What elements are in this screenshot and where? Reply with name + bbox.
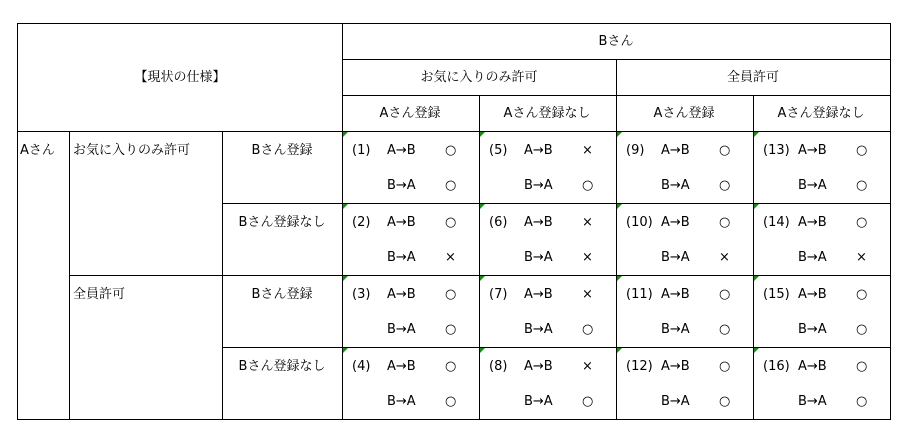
- result-a-to-b: ○: [445, 143, 457, 158]
- result-b-to-a: ○: [856, 394, 868, 409]
- grid-line: [342, 23, 343, 420]
- grid-line: [222, 131, 223, 420]
- direction-a-to-b: A→B: [387, 143, 416, 158]
- case-number: (7): [489, 287, 508, 302]
- comment-marker: [343, 204, 348, 209]
- direction-a-to-b: A→B: [661, 215, 690, 230]
- case-number: (13): [763, 143, 790, 158]
- grid-line: [222, 203, 891, 204]
- a-registered-header: Aさん登録: [653, 106, 715, 121]
- grid-line: [222, 347, 891, 348]
- direction-b-to-a: B→A: [524, 322, 553, 337]
- a-setting-everyone-label: 全員許可: [73, 287, 126, 302]
- comment-marker: [754, 276, 759, 281]
- result-a-to-b: ×: [582, 215, 593, 230]
- result-a-to-b: ×: [582, 359, 593, 374]
- direction-a-to-b: A→B: [387, 215, 416, 230]
- comment-marker: [480, 348, 485, 353]
- direction-a-to-b: A→B: [798, 359, 827, 374]
- case-number: (10): [626, 215, 653, 230]
- b-san-header: Bさん: [598, 34, 634, 49]
- case-number: (16): [763, 359, 790, 374]
- a-setting-favorites-label: お気に入りのみ許可: [73, 143, 191, 158]
- result-a-to-b: ○: [445, 215, 457, 230]
- result-a-to-b: ○: [719, 215, 731, 230]
- b-registered-label: Bさん登録: [251, 287, 313, 302]
- grid-line: [616, 59, 617, 420]
- direction-b-to-a: B→A: [387, 322, 416, 337]
- direction-b-to-a: B→A: [798, 178, 827, 193]
- direction-a-to-b: A→B: [798, 143, 827, 158]
- result-b-to-a: ×: [719, 250, 730, 265]
- comment-marker: [343, 276, 348, 281]
- direction-a-to-b: A→B: [661, 359, 690, 374]
- case-number: (15): [763, 287, 790, 302]
- direction-b-to-a: B→A: [661, 322, 690, 337]
- comment-marker: [617, 276, 622, 281]
- direction-a-to-b: A→B: [524, 359, 553, 374]
- direction-a-to-b: A→B: [387, 359, 416, 374]
- result-b-to-a: ○: [582, 322, 594, 337]
- spec-title: 【現状の仕様】: [134, 70, 226, 85]
- result-b-to-a: ○: [445, 178, 457, 193]
- direction-b-to-a: B→A: [524, 394, 553, 409]
- direction-b-to-a: B→A: [524, 178, 553, 193]
- direction-a-to-b: A→B: [524, 287, 553, 302]
- direction-a-to-b: A→B: [798, 287, 827, 302]
- comment-marker: [617, 132, 622, 137]
- result-a-to-b: ×: [582, 143, 593, 158]
- case-number: (6): [489, 215, 508, 230]
- case-number: (14): [763, 215, 790, 230]
- result-a-to-b: ○: [856, 287, 868, 302]
- result-b-to-a: ○: [445, 322, 457, 337]
- direction-b-to-a: B→A: [798, 394, 827, 409]
- a-not-registered-header: Aさん登録なし: [777, 106, 865, 121]
- result-a-to-b: ○: [719, 359, 731, 374]
- comment-marker: [754, 132, 759, 137]
- grid-line: [17, 419, 891, 420]
- result-a-to-b: ○: [856, 143, 868, 158]
- result-a-to-b: ○: [856, 359, 868, 374]
- grid-line: [69, 131, 70, 420]
- b-setting-favorites-header: お気に入りのみ許可: [420, 70, 538, 85]
- result-b-to-a: ○: [719, 322, 731, 337]
- comment-marker: [754, 204, 759, 209]
- result-b-to-a: ○: [719, 178, 731, 193]
- grid-line: [753, 95, 754, 420]
- direction-a-to-b: A→B: [661, 143, 690, 158]
- case-number: (9): [626, 143, 645, 158]
- case-number: (3): [352, 287, 371, 302]
- direction-a-to-b: A→B: [661, 287, 690, 302]
- direction-b-to-a: B→A: [661, 250, 690, 265]
- grid-line: [479, 95, 480, 420]
- b-not-registered-label: Bさん登録なし: [238, 215, 326, 230]
- a-san-label: Aさん: [20, 143, 55, 158]
- b-not-registered-label: Bさん登録なし: [238, 359, 326, 374]
- result-a-to-b: ○: [719, 287, 731, 302]
- comment-marker: [480, 204, 485, 209]
- result-b-to-a: ○: [856, 322, 868, 337]
- result-a-to-b: ○: [856, 215, 868, 230]
- direction-a-to-b: A→B: [798, 215, 827, 230]
- comment-marker: [343, 348, 348, 353]
- comment-marker: [480, 132, 485, 137]
- b-setting-everyone-header: 全員許可: [726, 70, 780, 85]
- case-number: (8): [489, 359, 508, 374]
- result-b-to-a: ○: [856, 178, 868, 193]
- result-b-to-a: ○: [582, 178, 594, 193]
- comment-marker: [617, 204, 622, 209]
- direction-b-to-a: B→A: [387, 178, 416, 193]
- direction-b-to-a: B→A: [661, 178, 690, 193]
- result-a-to-b: ○: [719, 143, 731, 158]
- case-number: (2): [352, 215, 371, 230]
- direction-b-to-a: B→A: [387, 250, 416, 265]
- result-b-to-a: ×: [582, 250, 593, 265]
- direction-a-to-b: A→B: [524, 215, 553, 230]
- a-registered-header: Aさん登録: [379, 106, 441, 121]
- direction-b-to-a: B→A: [524, 250, 553, 265]
- result-a-to-b: ○: [445, 287, 457, 302]
- comment-marker: [343, 132, 348, 137]
- direction-b-to-a: B→A: [387, 394, 416, 409]
- case-number: (5): [489, 143, 508, 158]
- case-number: (11): [626, 287, 653, 302]
- result-b-to-a: ×: [856, 250, 867, 265]
- grid-line: [890, 23, 891, 420]
- direction-b-to-a: B→A: [798, 250, 827, 265]
- case-number: (1): [352, 143, 371, 158]
- direction-a-to-b: A→B: [387, 287, 416, 302]
- direction-b-to-a: B→A: [798, 322, 827, 337]
- case-number: (12): [626, 359, 653, 374]
- direction-b-to-a: B→A: [661, 394, 690, 409]
- grid-line: [17, 23, 891, 24]
- result-a-to-b: ×: [582, 287, 593, 302]
- b-registered-label: Bさん登録: [251, 143, 313, 158]
- result-b-to-a: ×: [445, 250, 456, 265]
- grid-line: [17, 23, 18, 420]
- result-b-to-a: ○: [445, 394, 457, 409]
- result-b-to-a: ○: [719, 394, 731, 409]
- case-number: (4): [352, 359, 371, 374]
- direction-a-to-b: A→B: [524, 143, 553, 158]
- result-a-to-b: ○: [445, 359, 457, 374]
- comment-marker: [617, 348, 622, 353]
- grid-line: [17, 131, 891, 132]
- comment-marker: [480, 276, 485, 281]
- comment-marker: [754, 348, 759, 353]
- result-b-to-a: ○: [582, 394, 594, 409]
- a-not-registered-header: Aさん登録なし: [503, 106, 591, 121]
